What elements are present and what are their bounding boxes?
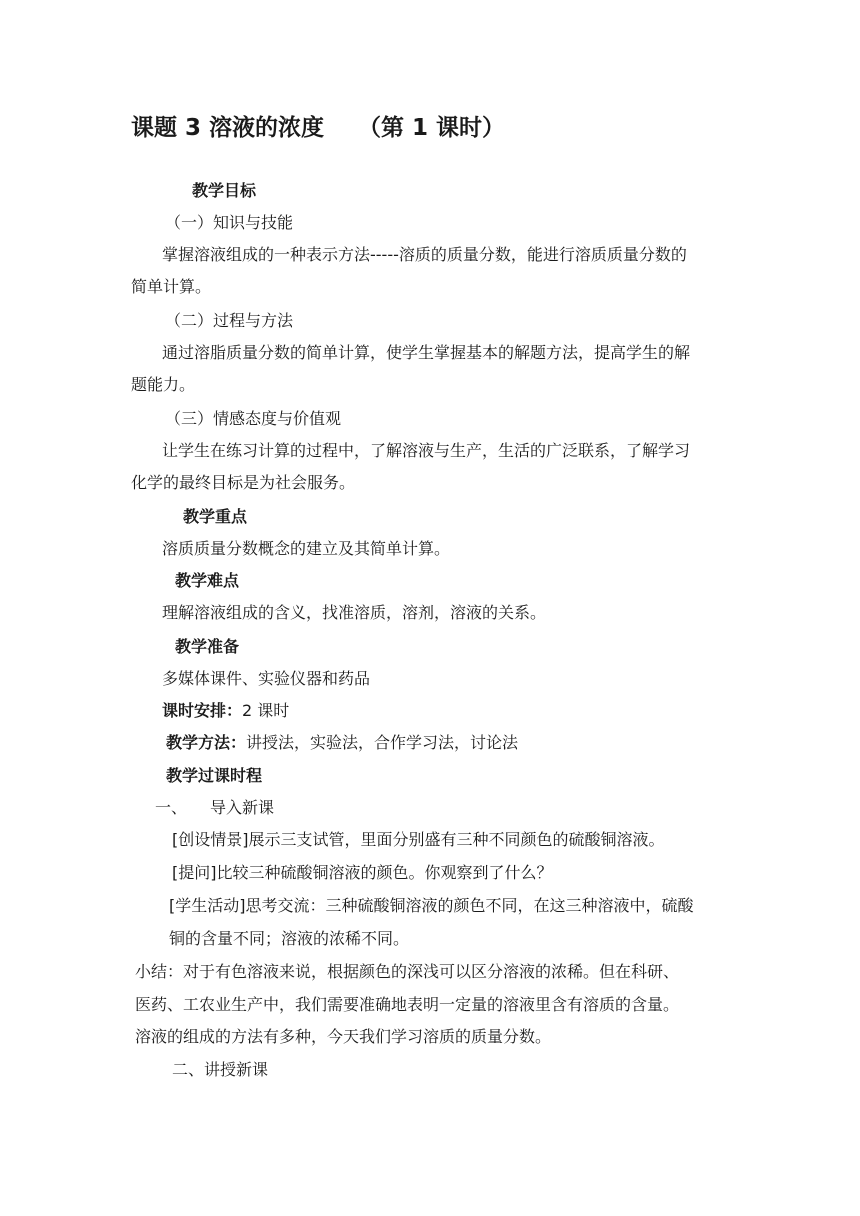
methods-line [166,732,518,754]
section-1-title: 导入新课 [210,798,275,817]
emotion-heading: （三）情感态度与价值观 [165,409,342,428]
emotion-line-2: 化学的最终目标是为社会服务。 [131,473,356,492]
difficulties-text: 理解溶液组成的含义，找准溶质，溶剂，溶液的关系。 [162,603,547,622]
activity-line-1: [学生活动]思考交流：三种硫酸铜溶液的颜色不同，在这三种溶液中，硫酸 [169,896,694,915]
summary-line-2: 医药、工农业生产中，我们需要准确地表明一定量的溶液里含有溶质的含量。 [135,995,680,1014]
knowledge-line-1: 掌握溶液组成的一种表示方法-----溶质的质量分数，能进行溶质质量分数的 [162,245,687,264]
section-2-title: 二、讲授新课 [172,1060,269,1079]
scenario-line: [创设情景]展示三支试管，里面分别盛有三种不同颜色的硫酸铜溶液。 [172,830,665,849]
knowledge-heading: （一）知识与技能 [165,213,294,232]
summary-line-1: 小结：对于有色溶液来说，根据颜色的深浅可以区分溶液的浓稀。但在科研、 [135,962,680,981]
methods-value: 讲授法，实验法，合作学习法，讨论法 [246,733,519,752]
process-section-heading: 教学过课时程 [166,766,263,785]
preparation-text: 多媒体课件、实验仪器和药品 [162,669,371,688]
preparation-heading: 教学准备 [175,637,240,656]
schedule-value: 2 课时 [242,701,290,720]
objectives-heading: 教学目标 [192,181,257,200]
methods-label: 教学方法： [166,733,247,752]
key-points-heading: 教学重点 [183,507,248,526]
process-heading: （二）过程与方法 [165,311,294,330]
key-points-text: 溶质质量分数概念的建立及其简单计算。 [162,539,451,558]
difficulties-heading: 教学难点 [175,571,240,590]
knowledge-line-2: 简单计算。 [131,277,212,296]
title-main: 课题 3 溶液的浓度 [131,115,325,141]
process-line-1: 通过溶脂质量分数的简单计算，使学生掌握基本的解题方法，提高学生的解 [162,343,691,362]
section-1-number: 一、 [155,798,188,817]
question-line: [提问]比较三种硫酸铜溶液的颜色。你观察到了什么？ [172,863,553,882]
title-lesson: （第 1 课时） [358,115,506,141]
activity-line-2: 铜的含量不同；溶液的浓稀不同。 [169,929,410,948]
summary-line-3: 溶液的组成的方法有多种，今天我们学习溶质的质量分数。 [135,1027,552,1046]
schedule-label: 课时安排： [162,701,243,720]
page-title [131,112,505,144]
process-line-2: 题能力。 [131,375,196,394]
emotion-line-1: 让学生在练习计算的过程中，了解溶液与生产，生活的广泛联系，了解学习 [162,441,691,460]
schedule-line [162,700,289,722]
